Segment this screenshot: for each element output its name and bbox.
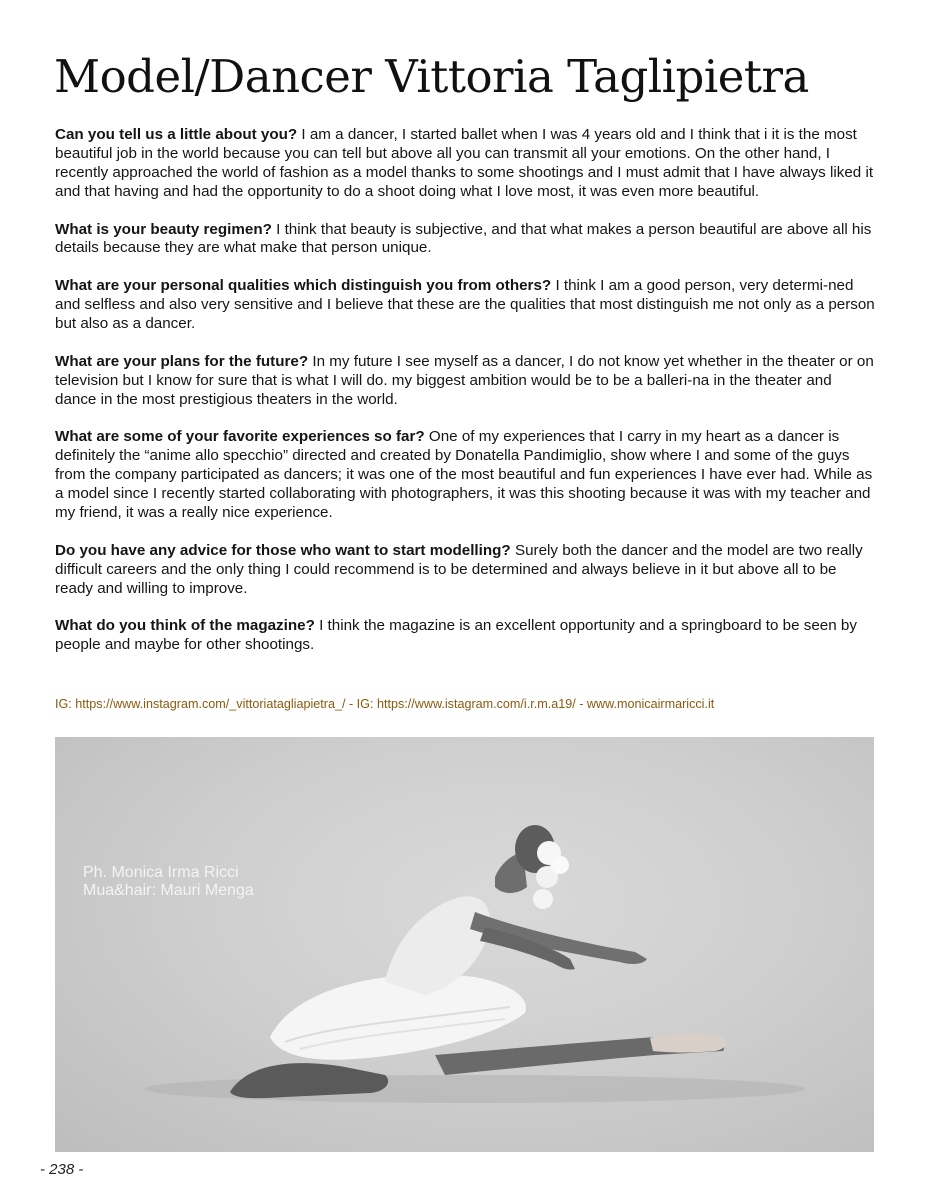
makeup-hair-credit: Mua&hair: Mauri Menga <box>83 882 254 899</box>
interview-item <box>55 277 877 334</box>
photo-credit <box>83 864 254 900</box>
interview-question: Do you have any advice for those who want to start modelling? <box>55 541 511 559</box>
interview-answer: Surely both the dancer and the model are two really difficult careers and the only thing I could recommend is to be determined and always believe in it but above all to be ready and willing to improve. <box>55 541 863 597</box>
interview-item <box>55 353 877 410</box>
interview-question: What do you think of the magazine? <box>55 617 315 635</box>
interview-item <box>55 126 877 202</box>
page-title: Model/Dancer Vittoria Taglipietra <box>54 50 809 103</box>
interview-question: What are some of your favorite experiences so far? <box>55 428 425 446</box>
dancer-photo <box>55 737 874 1152</box>
interview-answer: In my future I see myself as a dancer, I do not know yet whether in the theater or on television but I know for sure that is what I will do. my biggest ambition would be to be a balleri-na in the theater and dance in the most prestigious theaters in the world. <box>55 352 874 408</box>
interview-answer: One of my experiences that I carry in my heart as a dancer is definitely the “anime allo specchio” directed and created by Donatella Pandimiglio, show where I and some of the guys from the company participated as dancers; it was one of the most beautiful and fun experiences I have ever had. While as a model since I recently started collaborating with photographers, it was this shooting because it was with my teacher and my friend, it was a really nice experience. <box>55 428 873 522</box>
interview-body <box>55 126 877 674</box>
interview-answer: I think I am a good person, very determi-ned and selfless and also very sensitive and I believe that these are the qualities that most distinguish me not only as a person but also as a dancer. <box>55 277 875 333</box>
interview-question: What are your personal qualities which distinguish you from others? <box>55 277 552 295</box>
ballerina-illustration <box>55 737 874 1152</box>
interview-question: What are your plans for the future? <box>55 352 309 370</box>
interview-answer: I am a dancer, I started ballet when I was 4 years old and I think that i it is the most beautiful job in the world because you can tell but above all you can transmit all your emotions. On the other hand, I recently approached the world of fashion as a model thanks to some shootings and I must admit that I have always liked it and that having and had the opportunity to do a shoot doing what I love most, it was even more beautiful. <box>55 126 874 200</box>
page-number: - 238 - <box>40 1161 84 1178</box>
interview-question: Can you tell us a little about you? <box>55 126 298 143</box>
interview-item <box>55 617 877 655</box>
interview-item <box>55 542 877 599</box>
interview-answer: I think that beauty is subjective, and that what makes a person beautiful are above all his details because they are what make that person unique. <box>55 220 872 257</box>
interview-item <box>55 221 877 259</box>
interview-answer: I think the magazine is an excellent opportunity and a springboard to be seen by people and maybe for other shootings. <box>55 617 857 654</box>
interview-item <box>55 428 877 523</box>
social-links[interactable]: IG: https://www.instagram.com/_vittoriatagliapietra_/ - IG: https://www.istagram.com/i.r.m.a19/ - www.monicairmaricci.it <box>55 697 715 711</box>
interview-question: What is your beauty regimen? <box>55 220 272 238</box>
photographer-credit: Ph. Monica Irma Ricci <box>83 864 239 881</box>
